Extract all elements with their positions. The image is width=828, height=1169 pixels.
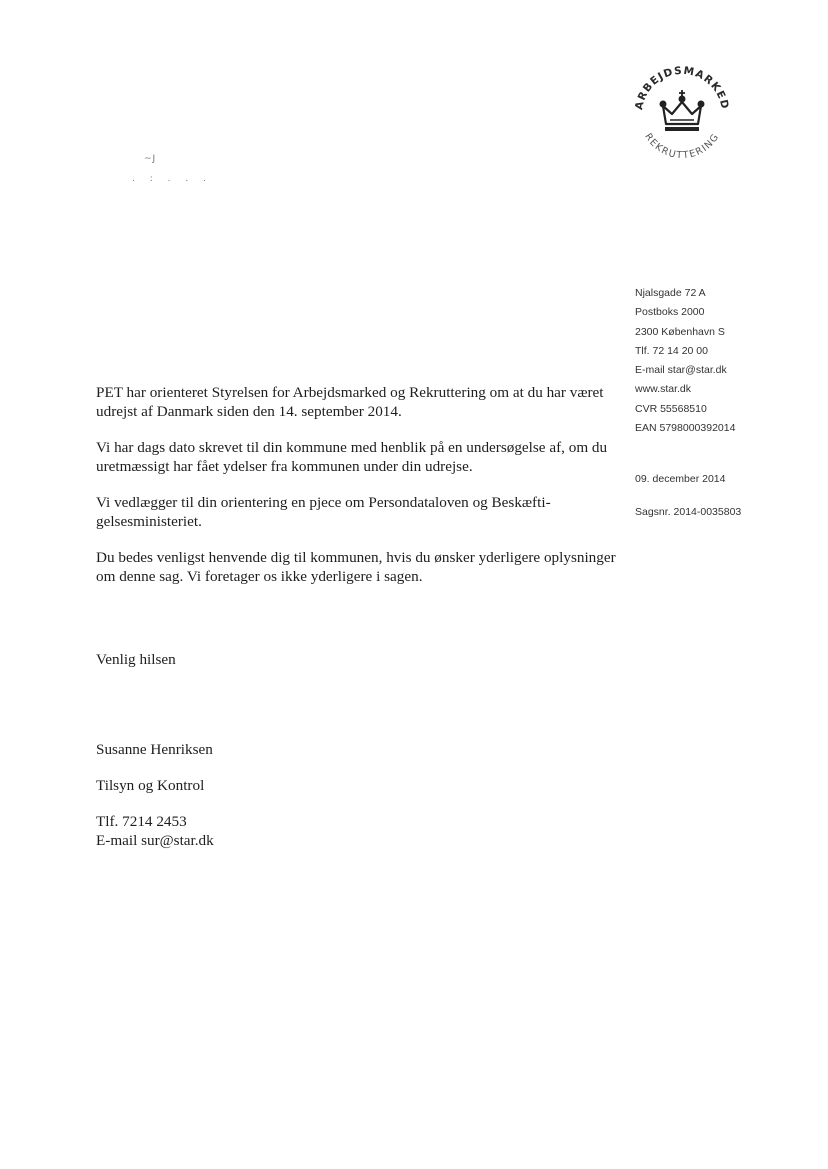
scan-artifact: ~J	[144, 154, 157, 164]
signer-phone: Tlf. 7214 2453	[96, 813, 187, 830]
logo-arc-top: ARBEJDSMARKED	[633, 64, 731, 111]
letter-body	[96, 383, 616, 603]
logo-arc-bottom: REKRUTTERING	[642, 131, 722, 162]
scan-artifact: . : . . .	[132, 174, 212, 184]
sender-address-line: Njalsgade 72 A	[635, 287, 706, 299]
letter-paragraph: Du bedes venligst henvende dig til kommunen, hvis du ønsker yderligere oplysninger om denne sag. Vi foretager os ikke yderligere i sagen.	[96, 549, 616, 585]
signer-department: Tilsyn og Kontrol	[96, 777, 205, 794]
sender-address-line: 2300 København S	[635, 325, 725, 338]
agency-logo	[628, 58, 736, 166]
signer-name: Susanne Henriksen	[96, 741, 213, 758]
letter-paragraph: Vi vedlægger til din orientering en pjece om Persondataloven og Beskæftigelsesministeriet.	[96, 494, 551, 530]
sender-address-line: Postboks 2000	[635, 306, 705, 319]
sender-website: www.star.dk	[635, 383, 692, 396]
sender-info	[635, 284, 815, 522]
crown-seal-icon	[628, 58, 736, 166]
sender-ean: EAN 5798000392014	[635, 422, 736, 435]
case-number: Sagsnr. 2014-0035803	[635, 505, 742, 518]
letter-date: 09. december 2014	[635, 473, 726, 486]
sender-email: E-mail star@star.dk	[635, 364, 727, 377]
letter-paragraph: PET har orienteret Styrelsen for Arbejdsmarked og Rekruttering om at du har været udrejst af Danmark siden den 14. september 2014.	[96, 384, 604, 420]
sender-phone: Tlf. 72 14 20 00	[635, 344, 708, 357]
sender-cvr: CVR 55568510	[635, 402, 707, 415]
signer-email: E-mail sur@star.dk	[96, 832, 214, 849]
letter-paragraph: Vi har dags dato skrevet til din kommune med henblik på en undersøgelse af, om du uretmæssigt har fået ydelser fra kommunen under din udrejse.	[96, 439, 608, 475]
crown-icon	[661, 90, 704, 129]
svg-text:REKRUTTERING	[642, 131, 721, 161]
letter-closing: Venlig hilsen	[96, 651, 176, 668]
